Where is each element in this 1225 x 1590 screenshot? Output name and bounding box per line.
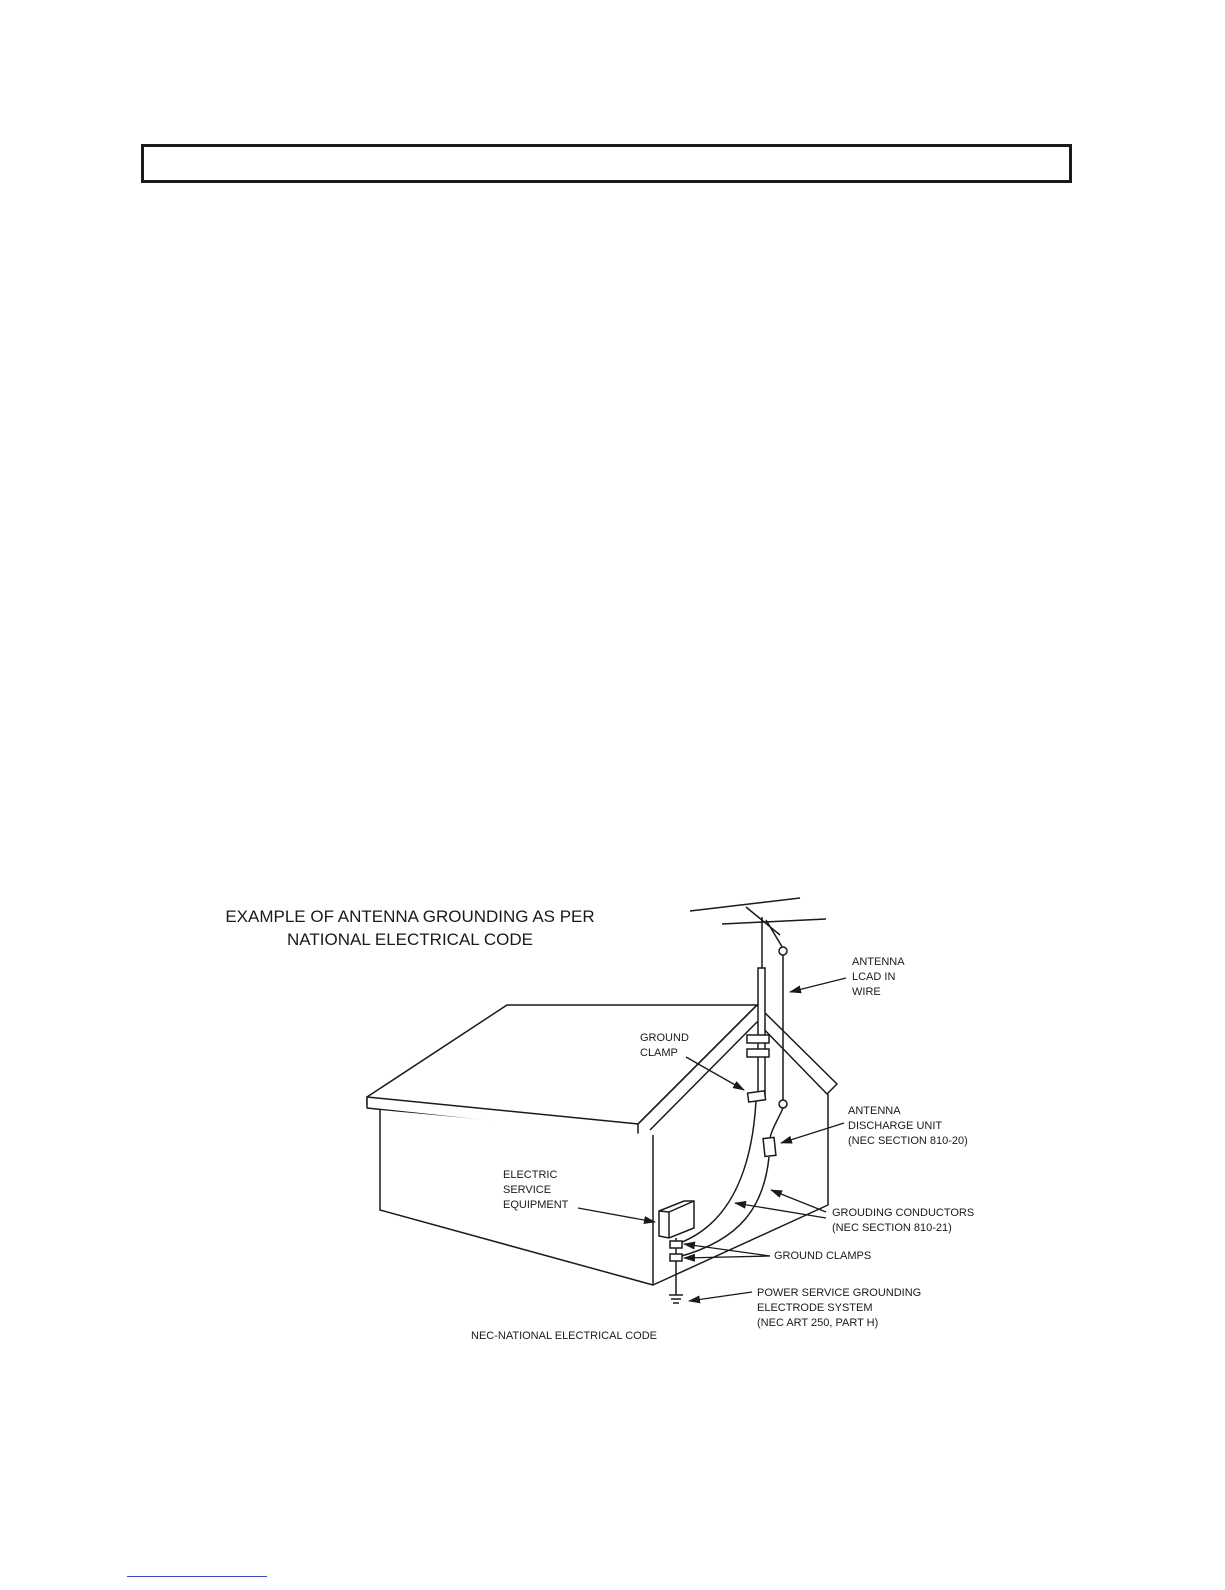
label-lead-in-line1: ANTENNA	[852, 956, 905, 968]
ground-clamp-upper	[670, 1241, 682, 1248]
label-power-service	[757, 1287, 921, 1329]
discharge-unit	[763, 1137, 776, 1156]
label-power-line3: (NEC ART 250, PART H)	[757, 1317, 879, 1329]
label-ground-clamps: GROUND CLAMPS	[774, 1250, 872, 1262]
antenna-element-top	[690, 898, 800, 911]
diagram-footnote: NEC-NATIONAL ELECTRICAL CODE	[471, 1330, 658, 1342]
arrow-power-service	[689, 1292, 752, 1301]
antenna-mast	[758, 968, 765, 1096]
label-grounding-conductors	[832, 1207, 974, 1234]
label-electric-line2: SERVICE	[503, 1184, 552, 1196]
label-ground-clamp-line1: GROUND	[640, 1032, 689, 1044]
antenna-feed-line	[766, 920, 784, 950]
label-discharge-line1: ANTENNA	[848, 1105, 901, 1117]
footer-link-underline[interactable]	[127, 1576, 267, 1577]
label-electric-line1: ELECTRIC	[503, 1169, 558, 1181]
mast-clamp-1	[747, 1035, 769, 1043]
label-grounding-line1: GROUDING CONDUCTORS	[832, 1207, 975, 1219]
house-front-wall	[380, 1110, 653, 1285]
ground-clamp-block	[748, 1091, 766, 1102]
label-lead-in-line2: LCAD IN	[852, 971, 896, 983]
standoff-insulator-bottom	[779, 1100, 787, 1108]
label-discharge-line2: DISCHARGE UNIT	[848, 1120, 943, 1132]
diagram-title-line1: EXAMPLE OF ANTENNA GROUNDING AS PER	[225, 907, 595, 926]
label-power-line2: ELECTRODE SYSTEM	[757, 1302, 873, 1314]
lead-to-discharge	[770, 1108, 783, 1138]
standoff-insulator-top	[779, 947, 787, 955]
antenna-element-mid	[722, 919, 826, 924]
label-antenna-lead-in	[852, 956, 905, 998]
label-ground-clamp-line2: CLAMP	[640, 1047, 678, 1059]
ground-clamp-lower	[670, 1254, 682, 1261]
label-power-line1: POWER SERVICE GROUNDING	[757, 1287, 922, 1299]
diagram-title-line2: NATIONAL ELECTRICAL CODE	[287, 930, 533, 949]
mast-clamp-2	[747, 1049, 769, 1057]
label-electric-line3: EQUIPMENT	[503, 1199, 569, 1211]
label-grounding-line2: (NEC SECTION 810-21)	[832, 1222, 952, 1234]
arrow-lead-in	[790, 978, 846, 992]
earth-ground-symbol	[669, 1295, 683, 1303]
service-box	[659, 1201, 694, 1238]
label-discharge-unit	[848, 1105, 968, 1147]
label-discharge-line3: (NEC SECTION 810-20)	[848, 1135, 968, 1147]
label-lead-in-line3: WIRE	[852, 986, 881, 998]
